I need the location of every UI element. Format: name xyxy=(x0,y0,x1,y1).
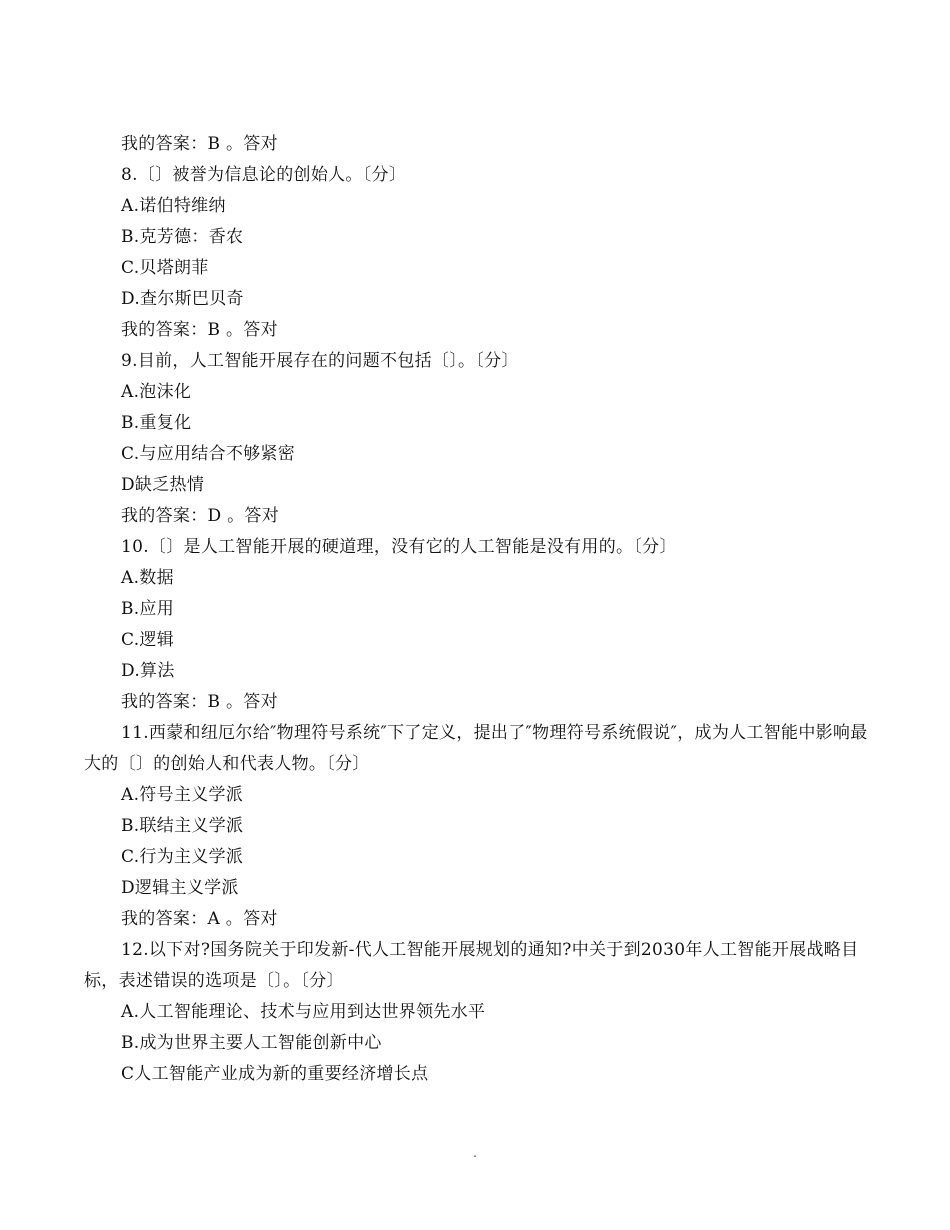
question-12: 12.以下对?国务院关于印发新-代人工智能开展规划的通知?中关于到2030年人工智能开展战略目标，表述错误的选项是〔〕。〔分〕 xyxy=(84,940,859,991)
option-line: C.贝塔朗菲 xyxy=(121,258,209,278)
option-line: B.成为世界主要人工智能创新中心 xyxy=(121,1033,382,1053)
answer-line: 我的答案：D 。答对 xyxy=(121,506,280,526)
answer-line: 我的答案：B 。答对 xyxy=(121,320,278,340)
answer-line: 我的答案：A 。答对 xyxy=(121,909,278,929)
question-8: 8.〔〕被誉为信息论的创始人。〔分〕 xyxy=(121,165,407,185)
option-line: A.诺伯特维纳 xyxy=(121,196,226,216)
option-line: A.符号主义学派 xyxy=(121,785,244,805)
option-line: C.与应用结合不够紧密 xyxy=(121,444,296,464)
answer-line: 我的答案：B 。答对 xyxy=(121,692,278,712)
option-line: C.逻辑 xyxy=(121,630,175,650)
option-line: D缺乏热情 xyxy=(121,475,205,495)
question-9: 9.目前，人工智能开展存在的问题不包括〔〕。〔分〕 xyxy=(121,351,519,371)
answer-line: 我的答案：B 。答对 xyxy=(121,134,278,154)
quiz-content xyxy=(84,129,874,1090)
option-line: C.行为主义学派 xyxy=(121,847,244,867)
option-line: C人工智能产业成为新的重要经济增长点 xyxy=(121,1064,429,1084)
page-footer-mark: . xyxy=(473,1146,477,1160)
option-line: A.泡沫化 xyxy=(121,382,192,402)
option-line: A.人工智能理论、技术与应用到达世界领先水平 xyxy=(121,1002,486,1022)
option-line: A.数据 xyxy=(121,568,174,588)
option-line: D逻辑主义学派 xyxy=(121,878,239,898)
question-10: 10.〔〕是人工智能开展的硬道理，没有它的人工智能是没有用的。〔分〕 xyxy=(121,537,677,557)
option-line: B.联结主义学派 xyxy=(121,816,244,836)
question-11: 11.西蒙和纽厄尔给″物理符号系统″下了定义，提出了″物理符号系统假说″，成为人工智能中影响最大的〔〕的创始人和代表人物。〔分〕 xyxy=(84,723,868,774)
option-line: B.应用 xyxy=(121,599,175,619)
option-line: D.查尔斯巴贝奇 xyxy=(121,289,244,309)
option-line: B.重复化 xyxy=(121,413,192,433)
option-line: B.克芳德：香农 xyxy=(121,227,244,247)
option-line: D.算法 xyxy=(121,661,175,681)
